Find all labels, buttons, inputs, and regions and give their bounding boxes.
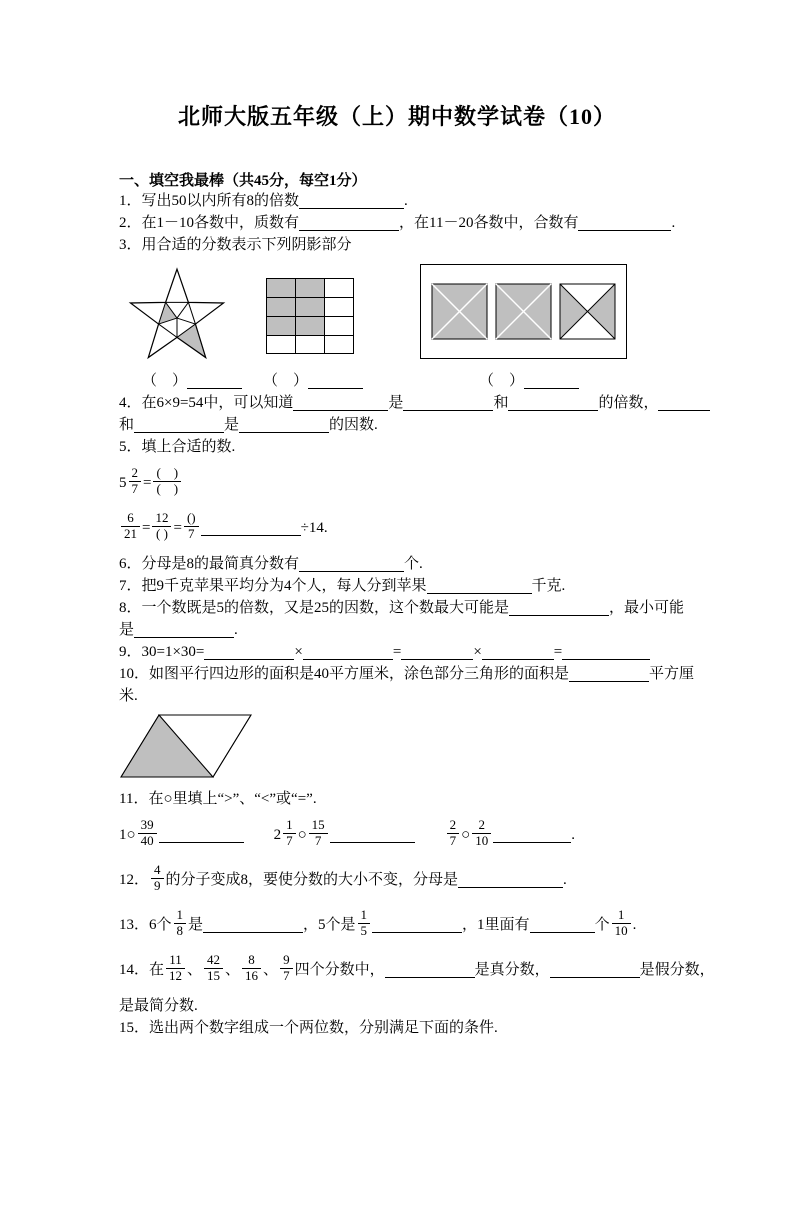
text-run: .	[632, 917, 637, 933]
text-run: （ ）	[142, 373, 188, 389]
fraction	[472, 818, 491, 849]
fraction-denominator: 8	[176, 923, 184, 939]
text-run: 7．把9千克苹果平均分为4个人，每人分到苹果	[119, 578, 427, 594]
question-13	[119, 905, 675, 945]
question-5-math2	[119, 508, 675, 548]
answer-blank	[508, 394, 598, 411]
answer-blank	[569, 665, 649, 682]
text-run: 米.	[119, 688, 138, 704]
fraction-denominator: 16	[245, 968, 259, 984]
text-run: 是最简分数.	[119, 998, 198, 1014]
question-5-math1	[119, 463, 675, 503]
answer-blank	[201, 519, 301, 536]
fraction	[166, 953, 185, 984]
fraction-denominator: 7	[449, 833, 457, 849]
text-run: ×	[294, 644, 303, 660]
text-run: 四个分数中，	[294, 962, 385, 978]
text-run: .	[404, 193, 408, 209]
fraction	[184, 511, 199, 542]
fraction	[121, 511, 140, 542]
text-run: .	[563, 872, 567, 888]
text-run: 是	[188, 917, 204, 933]
question-7	[119, 575, 675, 597]
question-2	[119, 212, 675, 234]
fraction	[204, 953, 223, 984]
text-run: .	[571, 827, 575, 843]
text-run: 4．在6×9=54中，可以知道	[119, 395, 294, 411]
text-run: 是	[224, 417, 240, 433]
text-run: 1．写出50以内所有8的倍数	[119, 193, 300, 209]
fraction	[151, 863, 164, 894]
answer-blank	[493, 826, 571, 843]
fraction-denominator: 7	[283, 968, 290, 984]
fraction-numerator: 39	[138, 818, 157, 834]
text-run: .	[671, 215, 676, 231]
answer-blank	[204, 643, 294, 660]
text-run: ，5个是	[303, 917, 356, 933]
q10-figure-wrap	[119, 713, 675, 784]
shaded-grid-figure	[266, 278, 354, 354]
spacer	[415, 838, 445, 839]
text-run: ，最小可能	[609, 600, 685, 616]
text-run: =	[553, 644, 563, 660]
fraction-denominator: 21	[124, 526, 137, 542]
fraction	[280, 953, 293, 984]
questions-4-10	[119, 392, 695, 707]
fraction-numerator: 2	[447, 818, 460, 834]
text-run: （ ）	[479, 373, 525, 389]
answer-blank	[187, 372, 242, 389]
text-run: 6．分母是8的最简真分数有	[119, 556, 300, 572]
answer-blank	[159, 826, 244, 843]
exam-document	[119, 100, 715, 1039]
text-run: =	[142, 520, 151, 536]
question-14-line2	[119, 995, 675, 1017]
text-run: ，在11－20各数中，合数有	[399, 215, 579, 231]
question-14-line1	[119, 950, 715, 990]
text-run: 1○	[119, 827, 136, 843]
text-run: ○	[461, 827, 471, 843]
text-run: 、	[263, 962, 279, 978]
fraction-numerator: 9	[280, 953, 293, 969]
fraction	[138, 818, 157, 849]
fraction-denominator: 7	[188, 526, 195, 542]
text-run: 和	[119, 417, 135, 433]
crossed-squares-figure	[420, 264, 627, 359]
text-run: 的倍数，	[598, 395, 659, 411]
question-6	[119, 553, 675, 575]
text-run: =	[173, 520, 182, 536]
question-12	[119, 860, 675, 900]
fraction	[283, 818, 296, 849]
text-run: 9．30=1×30=	[119, 644, 205, 660]
fraction-numerator: 42	[204, 953, 223, 969]
spacer	[119, 384, 142, 385]
answer-blank	[293, 394, 388, 411]
page-title: 北师大版五年级（上）期中数学试卷（10）	[177, 104, 616, 129]
fraction-numerator: 8	[242, 953, 261, 969]
fraction-numerator: 15	[309, 818, 328, 834]
fraction-numerator: ()	[184, 511, 199, 527]
answer-blank	[458, 871, 563, 888]
question-5	[119, 436, 675, 458]
question-8-line2	[119, 619, 675, 641]
text-run: 是	[388, 395, 404, 411]
section-heading: 一、填空我最棒（共45分，每空1分）	[119, 173, 367, 189]
text-run: （ ）	[263, 373, 309, 389]
question-10-line1	[119, 663, 695, 685]
question-4-line1	[119, 392, 675, 414]
answer-blank	[299, 555, 404, 572]
answer-blank	[134, 416, 224, 433]
fraction	[447, 818, 460, 849]
text-run: 、	[225, 962, 241, 978]
text-run: 是真分数，	[474, 962, 550, 978]
question-15	[119, 1017, 675, 1039]
fraction-numerator: ( )	[153, 466, 181, 482]
q3-answer-parens	[119, 370, 675, 392]
fraction-denominator: 9	[154, 878, 161, 894]
answer-blank	[524, 372, 579, 389]
fraction-numerator: 1	[612, 908, 631, 924]
text-run: 3．用合适的分数表示下列阴影部分	[119, 237, 352, 253]
answer-blank	[308, 372, 363, 389]
answer-blank	[509, 599, 609, 616]
fraction-numerator: 1	[358, 908, 371, 924]
text-run: 5	[119, 475, 127, 491]
question-11	[119, 788, 675, 810]
fraction-denominator: ( )	[156, 526, 168, 542]
text-run: 8．一个数既是5的倍数，又是25的因数，这个数最大可能是	[119, 600, 510, 616]
question-8-line1	[119, 597, 685, 619]
text-run: 11．在○里填上“>”、“<”或“=”.	[119, 791, 317, 807]
fraction	[153, 466, 181, 497]
q3-answers	[119, 370, 675, 392]
fraction-numerator: 11	[166, 953, 185, 969]
answer-blank	[427, 577, 532, 594]
fraction-denominator: 15	[207, 968, 221, 984]
text-run: 5．填上合适的数.	[119, 439, 236, 455]
fraction-denominator: 7	[314, 833, 322, 849]
fraction-numerator: 4	[151, 863, 164, 879]
text-run: 14．在	[119, 962, 165, 978]
question-11-math	[119, 815, 675, 855]
text-run: 和	[493, 395, 509, 411]
answer-blank	[562, 643, 650, 660]
text-run: 是假分数，	[639, 962, 715, 978]
fraction	[129, 466, 142, 497]
fraction	[242, 953, 261, 984]
fraction	[358, 908, 371, 939]
text-run: 10．如图平行四边形的面积是40平方厘米，涂色部分三角形的面积是	[119, 666, 570, 682]
text-run: 、	[187, 962, 203, 978]
answer-blank	[658, 394, 710, 411]
answer-blank	[385, 961, 475, 978]
text-run: 15．选出两个数字组成一个两位数，分别满足下面的条件.	[119, 1020, 498, 1036]
text-run: 13．6个	[119, 917, 172, 933]
text-run: 千克.	[531, 578, 566, 594]
answer-blank	[401, 643, 473, 660]
text-run: ×	[473, 644, 482, 660]
question-9	[119, 641, 675, 663]
fraction-denominator: 7	[131, 481, 138, 497]
text-run: =	[392, 644, 402, 660]
fraction-numerator: 1	[174, 908, 187, 924]
answer-blank	[403, 394, 493, 411]
fraction-denominator: 40	[140, 833, 154, 849]
fraction-numerator: 1	[283, 818, 296, 834]
question-4-line2	[119, 414, 675, 436]
answer-blank	[239, 416, 329, 433]
fraction-denominator: 10	[614, 923, 628, 939]
answer-blank	[299, 214, 399, 231]
text-run: 个.	[404, 556, 423, 572]
fraction-denominator: 7	[286, 833, 293, 849]
spacer	[363, 384, 479, 385]
question-3	[119, 234, 675, 256]
text-run: 2．在1－10各数中，质数有	[119, 215, 300, 231]
fraction-denominator: 5	[360, 923, 368, 939]
text-run: 的分子变成8，要使分数的大小不变，分母是	[165, 872, 459, 888]
answer-blank	[303, 643, 393, 660]
answer-blank	[299, 192, 404, 209]
questions-1-3	[119, 190, 675, 256]
fraction-numerator: 6	[121, 511, 140, 527]
star-figure	[121, 264, 233, 366]
answer-blank	[372, 916, 462, 933]
answer-blank	[550, 961, 640, 978]
fraction-denominator: 12	[169, 968, 183, 984]
spacer	[242, 384, 263, 385]
spacer	[244, 838, 274, 839]
text-run: 是	[119, 622, 135, 638]
fraction-numerator: 12	[152, 511, 171, 527]
text-run: ÷14.	[300, 520, 328, 536]
text-run: 的因数.	[329, 417, 378, 433]
text-run: 12．	[119, 872, 150, 888]
fraction-numerator: 2	[472, 818, 491, 834]
answer-blank	[578, 214, 671, 231]
q3-figures	[121, 264, 675, 366]
answer-blank	[530, 916, 595, 933]
text-run: =	[143, 475, 152, 491]
fraction-denominator: 10	[475, 833, 489, 849]
text-run: ，1里面有	[462, 917, 530, 933]
text-run: .	[234, 622, 238, 638]
question-1	[119, 190, 675, 212]
fraction	[174, 908, 187, 939]
questions-11-15	[119, 788, 715, 1039]
fraction-denominator: ( )	[156, 481, 179, 497]
text-run: 平方厘	[649, 666, 695, 682]
parallelogram-figure	[119, 713, 259, 779]
answer-blank	[482, 643, 554, 660]
answer-blank	[330, 826, 415, 843]
question-10-line2	[119, 685, 675, 707]
fraction	[612, 908, 631, 939]
text-run: 2	[273, 827, 282, 843]
text-run: ○	[297, 827, 307, 843]
answer-blank	[203, 916, 303, 933]
fraction-numerator: 2	[129, 466, 142, 482]
text-run: 个	[594, 917, 610, 933]
fraction	[309, 818, 328, 849]
fraction	[152, 511, 171, 542]
answer-blank	[134, 621, 234, 638]
